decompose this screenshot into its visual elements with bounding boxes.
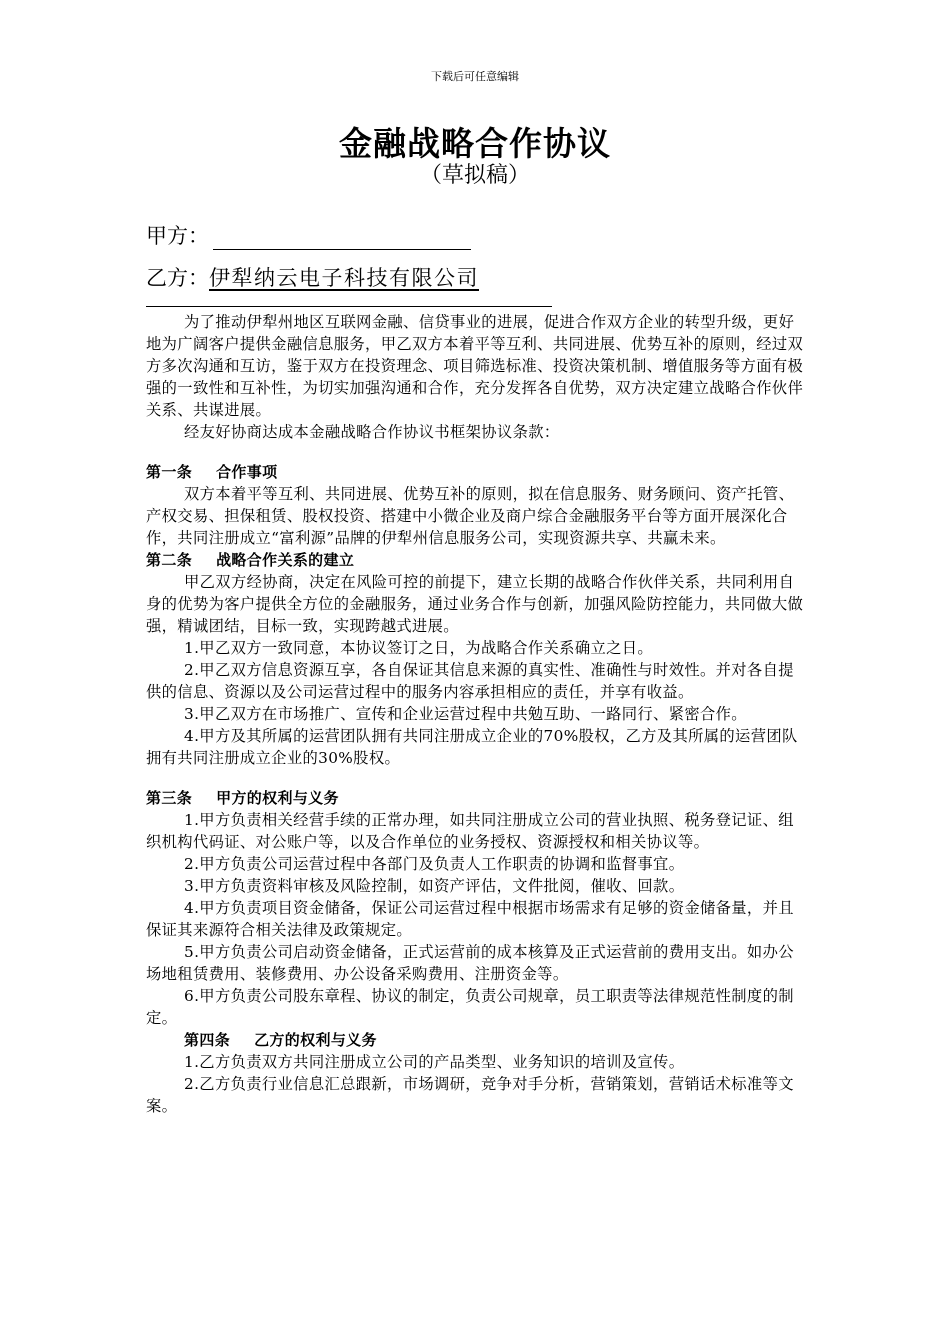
article-paragraph: 2.乙方负责行业信息汇总跟新，市场调研，竞争对手分析，营销策划，营销话术标准等文案。 bbox=[146, 1075, 794, 1115]
document-title: 金融战略合作协议 bbox=[339, 124, 611, 163]
article-title: 甲方的权利与义务 bbox=[216, 789, 339, 807]
article-paragraph: 2.甲方负责公司运营过程中各部门及负责人工作职责的协调和监督事宜。 bbox=[184, 855, 685, 873]
article-title: 合作事项 bbox=[216, 463, 278, 481]
article-heading bbox=[146, 787, 806, 809]
party-b-line bbox=[146, 262, 493, 292]
article-paragraph: 1.甲乙双方一致同意，本协议签订之日，为战略合作关系确立之日。 bbox=[184, 639, 654, 657]
document-subtitle: （草拟稿） bbox=[419, 163, 530, 188]
article-paragraph: 3.甲方负责资料审核及风险控制，如资产评估，文件批阅，催收、回款。 bbox=[184, 877, 685, 895]
intro-paragraph: 为了推动伊犁州地区互联网金融、信贷事业的进展，促进合作双方企业的转型升级，更好地为广阔客户提供金融信息服务，甲乙双方本着平等互利、共同进展、优势互补的原则，经过双方多次沟通和互访，鉴于双方在投资理念、项目筛选标准、投资决策机制、增值服务等方面有极强的一致性和互补性，为切实加强沟通和合作，充分发挥各自优势，双方决定建立战略合作伙伴关系、共谋进展。 bbox=[146, 313, 804, 419]
article-paragraph: 1.乙方负责双方共同注册成立公司的产品类型、业务知识的培训及宣传。 bbox=[184, 1053, 685, 1071]
article-heading bbox=[146, 1029, 806, 1051]
spacer bbox=[146, 443, 806, 461]
party-b-name: 伊犁纳云电子科技有限公司 bbox=[209, 266, 479, 290]
separator-line bbox=[146, 306, 552, 307]
header-note: 下载后可任意编辑 bbox=[431, 70, 519, 83]
intro-paragraph: 经友好协商达成本金融战略合作协议书框架协议条款： bbox=[184, 423, 560, 441]
article-number: 第四条 bbox=[184, 1031, 231, 1049]
article-paragraph: 5.甲方负责公司启动资金储备，正式运营前的成本核算及正式运营前的费用支出。如办公场地租赁费用、装修费用、办公设备采购费用、注册资金等。 bbox=[146, 943, 794, 983]
party-b-label: 乙方： bbox=[146, 266, 209, 290]
party-a-blank bbox=[213, 227, 471, 250]
party-a-line bbox=[146, 220, 471, 250]
article-heading bbox=[146, 461, 806, 483]
article-number: 第三条 bbox=[146, 789, 193, 807]
article-paragraph: 双方本着平等互利、共同进展、优势互补的原则，拟在信息服务、财务顾问、资产托管、产权交易、担保租赁、股权投资、搭建中小微企业及商户综合金融服务平台等方面开展深化合作，共同注册成立“富利源”品牌的伊犁州信息服务公司，实现资源共享、共赢未来。 bbox=[146, 485, 795, 547]
article-heading bbox=[146, 549, 806, 571]
article-paragraph: 3.甲乙双方在市场推广、宣传和企业运营过程中共勉互助、一路同行、紧密合作。 bbox=[184, 705, 747, 723]
article-paragraph: 4.甲方负责项目资金储备，保证公司运营过程中根据市场需求有足够的资金储备量，并且保证其来源符合相关法律及政策规定。 bbox=[146, 899, 794, 939]
spacer bbox=[146, 769, 806, 787]
article-number: 第二条 bbox=[146, 551, 193, 569]
party-a-label: 甲方： bbox=[146, 224, 209, 248]
article-paragraph: 甲乙双方经协商，决定在风险可控的前提下，建立长期的战略合作伙伴关系，共同利用自身的优势为客户提供全方位的金融服务，通过业务合作与创新，加强风险防控能力，共同做大做强，精诚团结，目标一致，实现跨越式进展。 bbox=[146, 573, 804, 635]
article-paragraph: 4.甲方及其所属的运营团队拥有共同注册成立企业的70%股权，乙方及其所属的运营团队拥有共同注册成立企业的30%股权。 bbox=[146, 727, 798, 767]
article-paragraph: 2.甲乙双方信息资源互享，各自保证其信息来源的真实性、准确性与时效性。并对各自提供的信息、资源以及公司运营过程中的服务内容承担相应的责任，并享有收益。 bbox=[146, 661, 794, 701]
article-paragraph: 6.甲方负责公司股东章程、协议的制定，负责公司规章，员工职责等法律规范性制度的制定。 bbox=[146, 987, 794, 1027]
article-title: 战略合作关系的建立 bbox=[216, 551, 355, 569]
article-number: 第一条 bbox=[146, 463, 193, 481]
article-paragraph: 1.甲方负责相关经营手续的正常办理，如共同注册成立公司的营业执照、税务登记证、组织机构代码证、对公账户等，以及合作单位的业务授权、资源授权和相关协议等。 bbox=[146, 811, 794, 851]
article-title: 乙方的权利与义务 bbox=[254, 1031, 377, 1049]
document-body bbox=[146, 311, 806, 1117]
